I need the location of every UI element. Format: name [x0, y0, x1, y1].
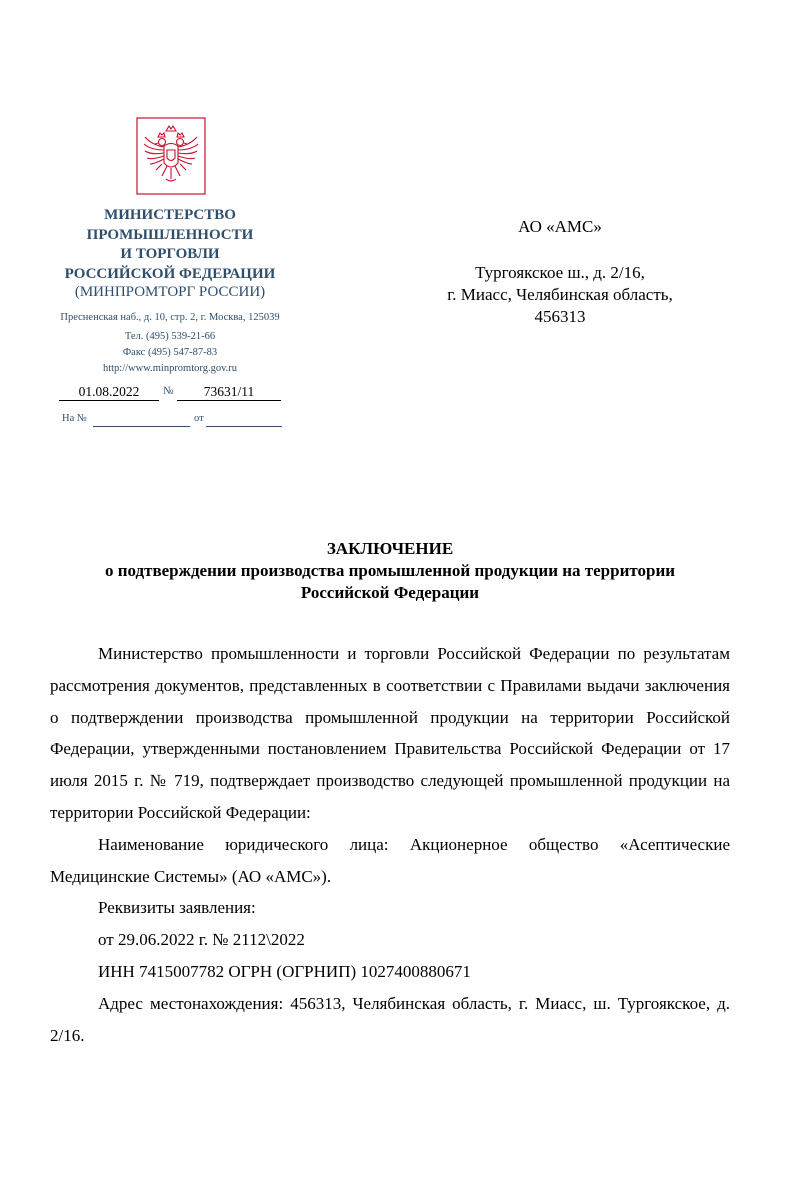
addressee-organization: АО «АМС» — [518, 217, 602, 236]
ministry-title-line: МИНИСТЕРСТВО — [104, 207, 236, 223]
ministry-contacts — [30, 310, 310, 377]
body-paragraph: Министерство промышленности и торговли Российской Федерации по результатам рассмотрения документов, представленных в соответствии с Правилами выдачи заключения о подтверждении производства промышленной продукции на территории Российской Федерации, утвержденными постановлением Правительства Российской Федерации от 17 июля 2015 г. № 719, подтверждает производство следующей промышленной продукции на территории Российской Федерации: — [50, 644, 730, 822]
reference-date-blank — [206, 426, 282, 427]
heading-subtitle-line: о подтверждении производства промышленной продукции на территории — [104, 561, 676, 580]
number-sign: № — [163, 385, 174, 397]
registration-line — [57, 384, 287, 402]
reference-line — [60, 413, 290, 429]
ministry-website: http://www.minpromtorg.gov.ru — [102, 363, 238, 374]
document-body — [50, 638, 730, 1051]
registration-number: 73631/11 — [177, 384, 281, 401]
reference-number-blank — [93, 426, 190, 427]
addressee-block — [420, 216, 700, 328]
ministry-title-line: ПРОМЫШЛЕННОСТИ — [86, 226, 254, 243]
reference-prefix: На № — [62, 413, 87, 424]
ministry-fax: Факс (495) 547-87-83 — [122, 347, 218, 358]
inn-ogrn: ИНН 7415007782 ОГРН (ОГРНИП) 1027400880671 — [98, 961, 471, 981]
coat-of-arms-icon — [136, 117, 206, 195]
legal-entity-paragraph: Наименование юридического лица: Акционерное общество «Асептические Медицинские Системы» (АО «АМС»). — [50, 834, 730, 886]
ministry-title-line: РОССИЙСКОЙ ФЕДЕРАЦИИ — [64, 265, 276, 282]
addressee-address-line: г. Миасс, Челябинская область, — [447, 285, 673, 304]
ministry-title-line: И ТОРГОВЛИ — [120, 246, 220, 262]
ministry-address: Пресненская наб., д. 10, стр. 2, г. Москва, 125039 — [60, 312, 280, 323]
addressee-address-line: Тургоякское ш., д. 2/16, — [475, 263, 645, 282]
application-label: Реквизиты заявления: — [98, 898, 256, 918]
heading-subtitle-line: Российской Федерации — [300, 583, 480, 602]
application-date: от 29.06.2022 г. № 2112\2022 — [98, 930, 305, 950]
heading-title: ЗАКЛЮЧЕНИЕ — [326, 539, 454, 558]
addressee-address-line: 456313 — [534, 307, 586, 326]
location-paragraph: Адрес местонахождения: 456313, Челябинская область, г. Миасс, ш. Тургоякское, д. 2/16. — [50, 993, 730, 1045]
ministry-phone: Тел. (495) 539-21-66 — [124, 331, 216, 342]
ministry-short-name: (МИНПРОМТОРГ РОССИИ) — [74, 284, 266, 300]
ministry-title — [40, 206, 300, 284]
reference-from: от — [194, 413, 204, 424]
document-heading — [50, 538, 730, 604]
registration-date: 01.08.2022 — [59, 384, 159, 401]
